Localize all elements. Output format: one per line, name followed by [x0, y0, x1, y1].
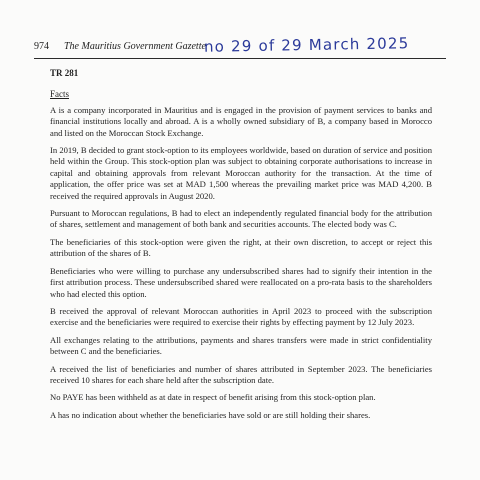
- page-number: 974: [34, 41, 49, 52]
- paragraph: A received the list of beneficiaries and number of shares attributed in September 2023. The beneficiaries received 10 shares for each share held after the subscription date.: [50, 363, 432, 385]
- paragraph: All exchanges relating to the attributions, payments and shares transfers were made in strict confidentiality between C and the beneficiaries.: [50, 334, 432, 357]
- paragraph: The beneficiaries of this stock-option were given the right, at their own discretion, to accept or reject this attribution of the shares of B.: [50, 236, 432, 259]
- paragraph: In 2019, B decided to grant stock-option to its employees worldwide, based on duration of service and position held within the Group. This stock-option plan was subject to obtaining corporate authorisations to increase in capital and obtaining approvals from relevant Moroccan authority for the transaction. At the time of application, the offer price was set at MAD 1,500 whereas the prevailing market price was MAD 4,200. B received the required approvals in August 2020.: [50, 145, 432, 201]
- paragraph: Beneficiaries who were willing to purchase any undersubscribed shares had to signify their intention in the first attribution process. These undersubscribed shared were reallocated on a pro-rata basis to the shareholders who had elected this option.: [50, 265, 432, 299]
- paragraph: A has no indication about whether the beneficiaries have sold or are still holding their shares.: [50, 409, 371, 420]
- page-header: [34, 34, 446, 58]
- header-rule: [34, 58, 446, 59]
- document-body: [50, 68, 432, 427]
- handwritten-note: no 29 of 29 March 2025: [203, 34, 410, 56]
- paragraph: Pursuant to Moroccan regulations, B had to elect an independently regulated financial body for the attribution of shares, settlement and management of both bank and securities accounts. The elected body was C.: [50, 208, 432, 230]
- gazette-title: The Mauritius Government Gazette: [64, 41, 206, 52]
- paragraph: No PAYE has been withheld as at date in respect of benefit arising from this stock-option plan.: [50, 392, 376, 403]
- paragraph: A is a company incorporated in Mauritius and is engaged in the provision of payment services to banks and financial institutions locally and abroad. A is a wholly owned subsidiary of B, a company based in Morocco and listed on the Moroccan Stock Exchange.: [50, 104, 432, 138]
- ruling-reference: TR 281: [50, 68, 79, 78]
- section-heading-facts: Facts: [50, 89, 69, 100]
- paragraph: B received the approval of relevant Moroccan authorities in April 2023 to proceed with the subscription exercise and the beneficiaries were required to exercise their rights by effecting payment by 12 July 2023.: [50, 305, 432, 328]
